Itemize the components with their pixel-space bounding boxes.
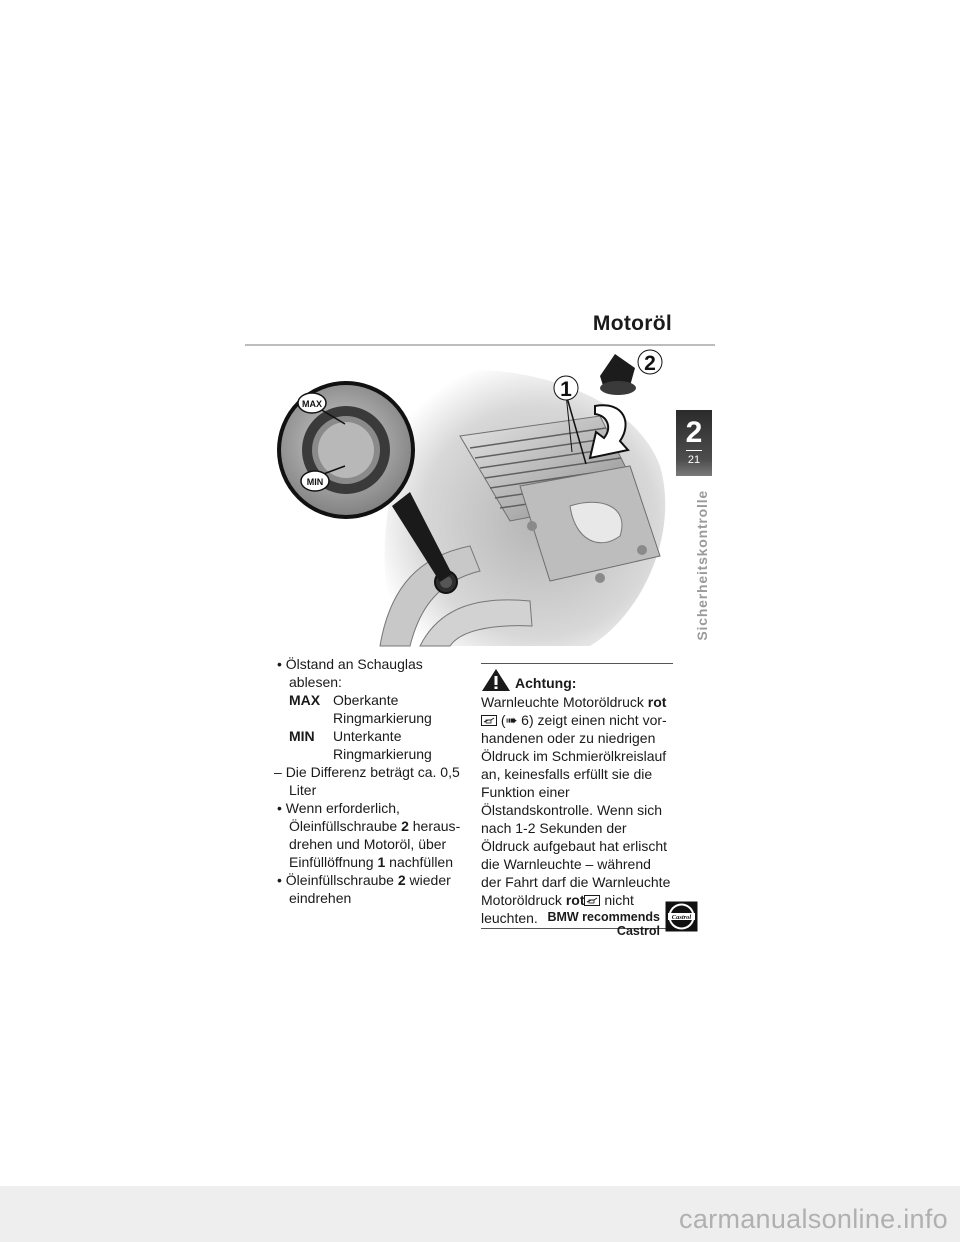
instruction-bullet: • Wenn erforderlich, Öleinfüllschraube 2 herausdrehen und Motoröl, über Einfüllöffnung 1 nachfüllen xyxy=(277,800,461,870)
warning-triangle-icon xyxy=(481,668,511,692)
warning-segment: nicht leuchten. xyxy=(481,892,634,926)
tab-divider xyxy=(686,450,702,451)
instruction-bullet: • Öleinfüllschraube 2 wieder eindrehen xyxy=(277,872,451,906)
definition-row xyxy=(289,727,463,763)
instruction-text: Öleinfüllschraube xyxy=(285,872,398,888)
part-ref: 2 xyxy=(401,818,409,834)
instruction-text: nachfüllen xyxy=(385,854,453,870)
instruction-text: wieder eindrehen xyxy=(289,872,451,906)
definition-desc: Oberkante Ringmarkierung xyxy=(333,692,432,726)
engine-figure xyxy=(270,346,690,650)
callout-1: 1 xyxy=(560,378,572,401)
instructions-column xyxy=(273,655,463,907)
instruction-bullet: • Ölstand an Schauglas ablesen: xyxy=(277,656,423,690)
warning-heading xyxy=(481,668,673,692)
label-min: MIN xyxy=(306,477,324,487)
label-max: MAX xyxy=(302,399,322,409)
instruction-note: – Die Differenz beträgt ca. 0,5 Liter xyxy=(274,764,460,798)
watermark: carmanualsonline.info xyxy=(679,1204,948,1234)
definition-term: MIN xyxy=(289,728,315,744)
callout-2: 2 xyxy=(644,352,656,375)
warning-text xyxy=(481,693,673,927)
page-number: 21 xyxy=(687,454,701,466)
oil-can-icon xyxy=(584,895,600,906)
definition-row xyxy=(289,691,463,727)
instruction-text: Wenn erforderlich, Öleinfüllschraube xyxy=(285,800,402,834)
part-ref: 2 xyxy=(397,872,406,888)
part-ref: 1 xyxy=(377,854,386,870)
section-label: Sicherheitskontrolle xyxy=(694,490,710,641)
warning-box xyxy=(481,663,673,929)
warning-emphasis: rot xyxy=(647,694,667,710)
warning-title: Achtung: xyxy=(515,675,577,691)
instruction-text: herausdrehen und Motoröl, über Einfüllöffnung xyxy=(289,818,461,870)
page-title: Motoröl xyxy=(592,312,672,335)
definition-desc: Unterkante Ringmarkierung xyxy=(333,728,432,762)
warning-segment: (➠ 6) zeigt einen nicht vorhandenen oder zu niedrigen Öldruck im Schmierölkreislauf an, keinesfalls erfüllt sie die Funktion einer Ölstandskontrolle. Wenn sich nach 1-2 Sekunden der Öldruck aufgebaut hat erlischt die Warnleuchte – während der Fahrt darf die Warnleuchte Motoröldruck xyxy=(481,712,671,908)
chapter-tab xyxy=(676,410,712,476)
oil-can-icon xyxy=(481,715,497,726)
definition-term: MAX xyxy=(289,692,321,708)
bmw-recommends-text: BMW recommends Castrol xyxy=(547,910,660,938)
warning-segment: Warnleuchte Motoröldruck xyxy=(481,694,648,710)
footer-bar xyxy=(0,1186,960,1242)
chapter-number: 2 xyxy=(685,416,703,449)
warning-emphasis: rot xyxy=(565,892,585,908)
note-text: Die Differenz beträgt ca. 0,5 Liter xyxy=(285,764,460,798)
instruction-text: Ölstand an Schauglas ablesen: xyxy=(285,656,423,690)
castrol-logo-text: Castrol xyxy=(671,913,692,921)
castrol-logo-icon xyxy=(665,901,698,932)
marking-definitions xyxy=(289,691,463,763)
